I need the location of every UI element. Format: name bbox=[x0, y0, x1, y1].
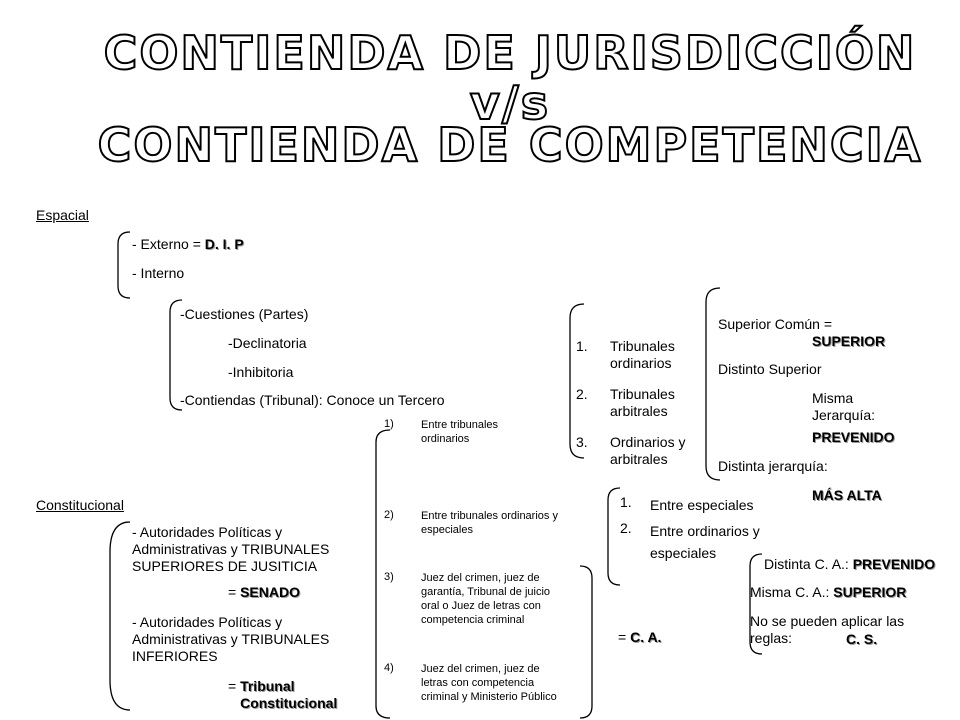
distinto-superior-label: Distinto Superior bbox=[718, 361, 822, 377]
autoridades-inferiores-text: - Autoridades Políticas y Administrativas y TRIBUNALES INFERIORES bbox=[132, 614, 330, 664]
especiales-text-1: Entre especiales bbox=[650, 497, 754, 513]
senado-value: SENADO bbox=[240, 584, 300, 600]
inhibitoria-label: -Inhibitoria bbox=[228, 364, 294, 380]
espacial-heading: Espacial bbox=[36, 207, 89, 223]
tribunales-text-2: Tribunales arbitrales bbox=[610, 386, 675, 419]
distinta-ca-value: PREVENIDO bbox=[852, 556, 936, 572]
contienda-text-1: Entre tribunales ordinarios bbox=[421, 419, 499, 445]
distinta-jerarquia-label: Distinta jerarquía: bbox=[718, 458, 828, 474]
bracket-constitucional bbox=[110, 522, 130, 710]
externo-row bbox=[132, 236, 244, 252]
misma-ca-value: SUPERIOR bbox=[833, 584, 907, 600]
no-se-pueden-label: No se pueden aplicar las reglas: bbox=[750, 613, 905, 646]
declinatoria-label: -Declinatoria bbox=[228, 335, 307, 351]
cs-value: C. S. bbox=[846, 631, 878, 647]
contiendas-tribunal-label: -Contiendas (Tribunal): Conoce un Tercero bbox=[180, 392, 445, 408]
tc-eq: = bbox=[228, 678, 241, 694]
senado-row bbox=[228, 584, 300, 600]
title-line-3: CONTIENDA DE COMPETENCIA bbox=[97, 118, 923, 172]
contienda-num-2: 2) bbox=[384, 509, 394, 521]
title-line-2: v/s bbox=[469, 76, 551, 130]
title-line-1: CONTIENDA DE JURISDICCIÓN bbox=[103, 26, 917, 80]
misma-jerarquia-label: Misma Jerarquía: bbox=[812, 390, 876, 423]
misma-ca-label: Misma C. A.: bbox=[750, 584, 834, 600]
superior-comun-value: SUPERIOR bbox=[812, 333, 886, 349]
mas-alta-value: MÁS ALTA bbox=[812, 487, 882, 503]
bracket-especiales bbox=[608, 488, 620, 585]
constitucional-heading: Constitucional bbox=[36, 497, 124, 513]
ca-eq-row bbox=[618, 629, 661, 645]
externo-label: - Externo = bbox=[132, 236, 205, 252]
especiales-num-2: 2. bbox=[620, 520, 632, 536]
tribunal-constitucional-value: Tribunal Constitucional bbox=[240, 678, 338, 711]
senado-eq: = bbox=[228, 584, 241, 600]
contienda-text-3: Juez del crimen, juez de garantía, Tribunal de juicio oral o Juez de letras con competencia criminal bbox=[421, 572, 551, 626]
contienda-text-2: Entre tribunales ordinarios y especiales bbox=[421, 510, 558, 536]
bracket-espacial bbox=[118, 232, 130, 298]
distinta-ca-label: Distinta C. A.: bbox=[764, 556, 853, 572]
especiales-text-2: Entre ordinarios y especiales bbox=[650, 523, 760, 561]
misma-ca-row bbox=[750, 584, 906, 600]
interno-label: - Interno bbox=[132, 265, 185, 281]
misma-jerarquia-value: PREVENIDO bbox=[812, 429, 895, 445]
ca-eq-value: C. A. bbox=[630, 629, 662, 645]
dip-value: D. I. P bbox=[204, 236, 244, 252]
bracket-crim-right bbox=[580, 566, 592, 718]
autoridades-superiores-text: - Autoridades Políticas y Administrativas y TRIBUNALES SUPERIORES DE JUSITICIA bbox=[132, 524, 330, 574]
ca-eq: = bbox=[618, 629, 631, 645]
tribunales-num-1: 1. bbox=[576, 338, 588, 354]
tribunales-num-3: 3. bbox=[576, 434, 588, 450]
contienda-text-4: Juez del crimen, juez de letras con competencia criminal y Ministerio Público bbox=[421, 663, 557, 703]
contienda-num-4: 4) bbox=[384, 662, 394, 674]
tribunal-constitucional-row bbox=[228, 678, 350, 712]
tribunales-text-3: Ordinarios y arbitrales bbox=[610, 434, 686, 467]
contienda-num-1: 1) bbox=[384, 418, 394, 430]
especiales-num-1: 1. bbox=[620, 494, 632, 510]
distinta-ca-row bbox=[764, 556, 935, 572]
tribunales-text-1: Tribunales ordinarios bbox=[610, 338, 675, 371]
superior-comun-label: Superior Común = bbox=[718, 316, 833, 332]
cuestiones-title: -Cuestiones (Partes) bbox=[180, 306, 309, 322]
contienda-num-3: 3) bbox=[384, 571, 394, 583]
tribunales-num-2: 2. bbox=[576, 386, 588, 402]
